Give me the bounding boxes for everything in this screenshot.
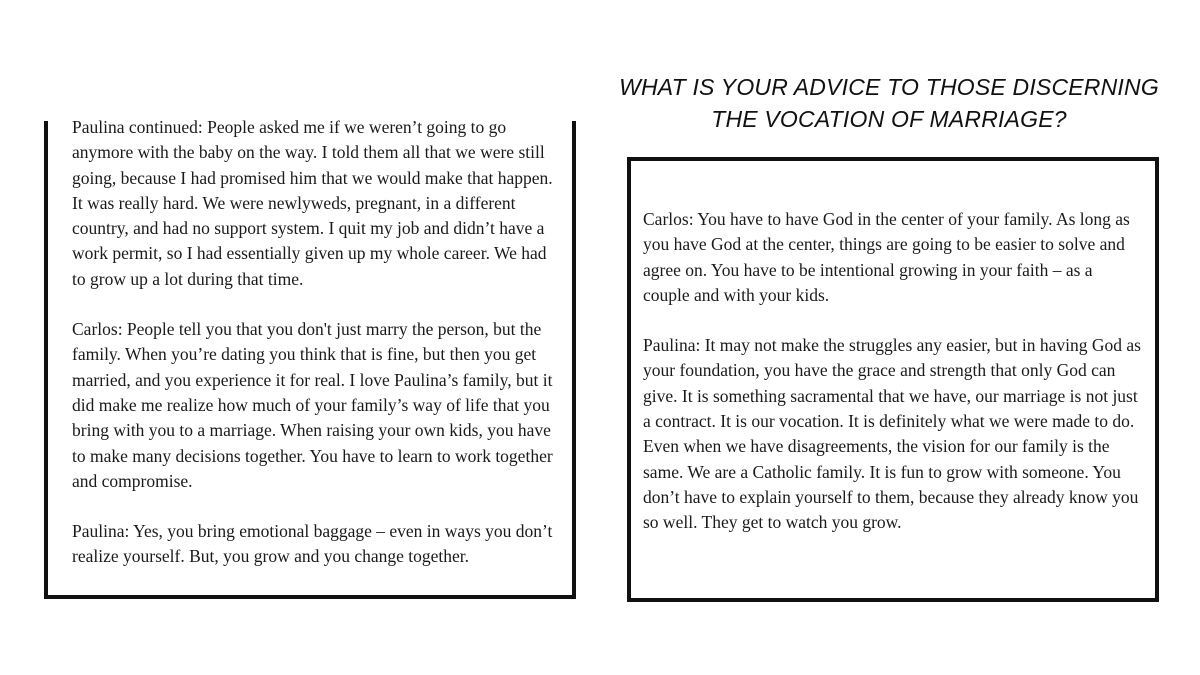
section-heading: WHAT IS YOUR ADVICE TO THOSE DISCERNING THE VOCATION OF MARRIAGE? [619, 74, 1159, 132]
left-text-box [44, 117, 576, 599]
paragraph-carlos-family: Carlos: People tell you that you don't just marry the person, but the family. When you’re dating you think that is fine, but then you get married, and you experience it for real. I love Paulina’s family, but it did make me realize how much of your family’s way of life that you bring with you to a marriage. When raising your own kids, you have to make many decisions together. You have to learn to work together and compromise. [72, 319, 553, 491]
paragraph-carlos-advice: Carlos: You have to have God in the center of your family. As long as you have God at the center, things are going to be easier to solve and agree on. You have to be intentional growing in your faith – as a couple and with your kids. [643, 209, 1130, 305]
paragraph-paulina-continued: Paulina continued: People asked me if we weren’t going to go anymore with the baby on the way. I told them all that we were still going, because I had promised him that we would make that happen. It was really hard. We were newlyweds, pregnant, in a different country, and had no support system. I quit my job and didn’t have a work permit, so I had essentially given up my whole career. We had to grow up a lot during that time. [72, 117, 553, 289]
right-text-content [643, 207, 1143, 536]
paragraph-paulina-baggage: Paulina: Yes, you bring emotional baggage – even in ways you don’t realize yourself. But, you grow and you change together. [72, 521, 553, 567]
right-text-box [627, 157, 1159, 602]
left-text-content [72, 115, 562, 570]
paragraph-paulina-advice: Paulina: It may not make the struggles any easier, but in having God as your foundation, you have the grace and strength that only God can give. It is something sacramental that we have, our marriage is not just a contract. It is our vocation. It is definitely what we were made to do. Even when we have disagreements, the vision for our family is the same. We are a Catholic family. It is fun to grow with someone. You don’t have to explain yourself to them, because they already know you so well. They get to watch you grow. [643, 335, 1141, 533]
